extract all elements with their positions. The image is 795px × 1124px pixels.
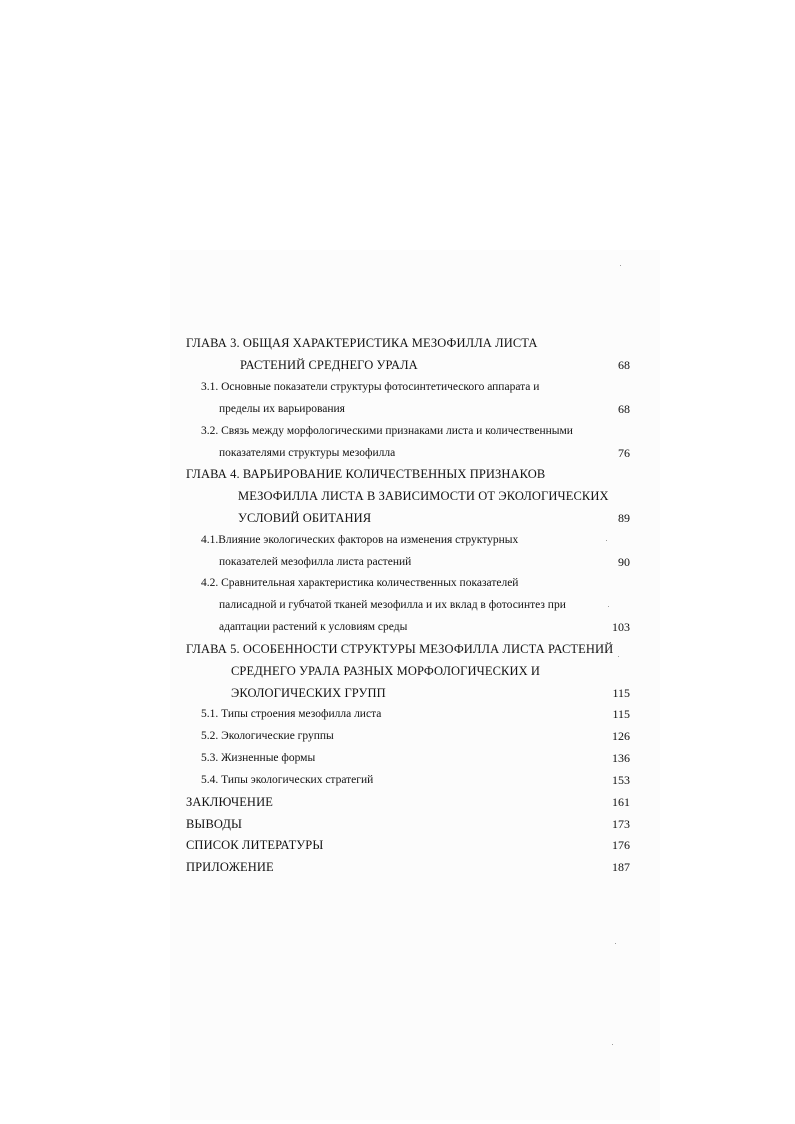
scan-speck bbox=[615, 943, 616, 944]
section-3-1-line-1: 3.1. Основные показатели структуры фотосинтетического аппарата и bbox=[201, 381, 540, 393]
chapter-4-title-line-2: МЕЗОФИЛЛА ЛИСТА В ЗАВИСИМОСТИ ОТ ЭКОЛОГИЧЕСКИХ bbox=[238, 489, 609, 503]
chapter-4-page: 89 bbox=[618, 511, 630, 525]
section-4-1-line-2: показателей мезофилла листа растений bbox=[219, 556, 412, 568]
section-5-4-title: 5.4. Типы экологических стратегий bbox=[201, 774, 374, 786]
section-4-2-page: 103 bbox=[612, 620, 630, 634]
section-3-2-line-1: 3.2. Связь между морфологическими признаками листа и количественными bbox=[201, 425, 573, 437]
section-4-2-line-3: адаптации растений к условиям среды bbox=[219, 621, 408, 633]
scan-speck bbox=[620, 265, 621, 266]
chapter-3-page: 68 bbox=[618, 358, 630, 372]
section-5-1-title: 5.1. Типы строения мезофилла листа bbox=[201, 708, 382, 720]
section-4-1-line-1: 4.1.Влияние экологических факторов на изменения структурных bbox=[201, 534, 519, 546]
chapter-5-title-line-2: СРЕДНЕГО УРАЛА РАЗНЫХ МОРФОЛОГИЧЕСКИХ И bbox=[231, 664, 541, 678]
section-4-1-page: 90 bbox=[618, 555, 630, 569]
scan-speck bbox=[608, 606, 609, 607]
toc-references-page: 176 bbox=[612, 838, 630, 852]
chapter-5-title-line-1: ГЛАВА 5. ОСОБЕННОСТИ СТРУКТУРЫ МЕЗОФИЛЛА ЛИСТА РАСТЕНИЙ bbox=[186, 642, 614, 656]
section-4-2-line-2: палисадной и губчатой тканей мезофилла и их вклад в фотосинтез при bbox=[219, 599, 566, 611]
section-5-3-title: 5.3. Жизненные формы bbox=[201, 752, 316, 764]
scan-speck bbox=[606, 540, 607, 541]
section-5-3-page: 136 bbox=[612, 751, 630, 765]
toc-conclusion-title: ЗАКЛЮЧЕНИЕ bbox=[186, 795, 273, 809]
chapter-3-title-line-2: РАСТЕНИЙ СРЕДНЕГО УРАЛА bbox=[240, 358, 418, 372]
section-3-2-page: 76 bbox=[618, 446, 630, 460]
chapter-5-title-line-3: ЭКОЛОГИЧЕСКИХ ГРУПП bbox=[231, 686, 386, 700]
toc-conclusion-page: 161 bbox=[612, 795, 630, 809]
section-3-2-line-2: показателями структуры мезофилла bbox=[219, 447, 396, 459]
toc-appendix-title: ПРИЛОЖЕНИЕ bbox=[186, 860, 274, 874]
section-5-4-page: 153 bbox=[612, 773, 630, 787]
section-5-2-title: 5.2. Экологические группы bbox=[201, 730, 334, 742]
scan-speck bbox=[612, 1044, 613, 1045]
section-5-2-page: 126 bbox=[612, 729, 630, 743]
section-3-1-line-2: пределы их варьирования bbox=[219, 403, 345, 415]
section-4-2-line-1: 4.2. Сравнительная характеристика количественных показателей bbox=[201, 577, 519, 589]
toc-findings-page: 173 bbox=[612, 817, 630, 831]
chapter-4-title-line-3: УСЛОВИЙ ОБИТАНИЯ bbox=[238, 511, 372, 525]
section-3-1-page: 68 bbox=[618, 402, 630, 416]
chapter-4-title-line-1: ГЛАВА 4. ВАРЬИРОВАНИЕ КОЛИЧЕСТВЕННЫХ ПРИЗНАКОВ bbox=[186, 467, 546, 481]
scan-speck bbox=[618, 656, 619, 657]
section-5-1-page: 115 bbox=[612, 707, 630, 721]
chapter-5-page: 115 bbox=[612, 686, 630, 700]
toc-findings-title: ВЫВОДЫ bbox=[186, 817, 243, 831]
chapter-3-title-line-1: ГЛАВА 3. ОБЩАЯ ХАРАКТЕРИСТИКА МЕЗОФИЛЛА ЛИСТА bbox=[186, 336, 538, 350]
toc-appendix-page: 187 bbox=[612, 860, 630, 874]
toc-references-title: СПИСОК ЛИТЕРАТУРЫ bbox=[186, 838, 324, 852]
